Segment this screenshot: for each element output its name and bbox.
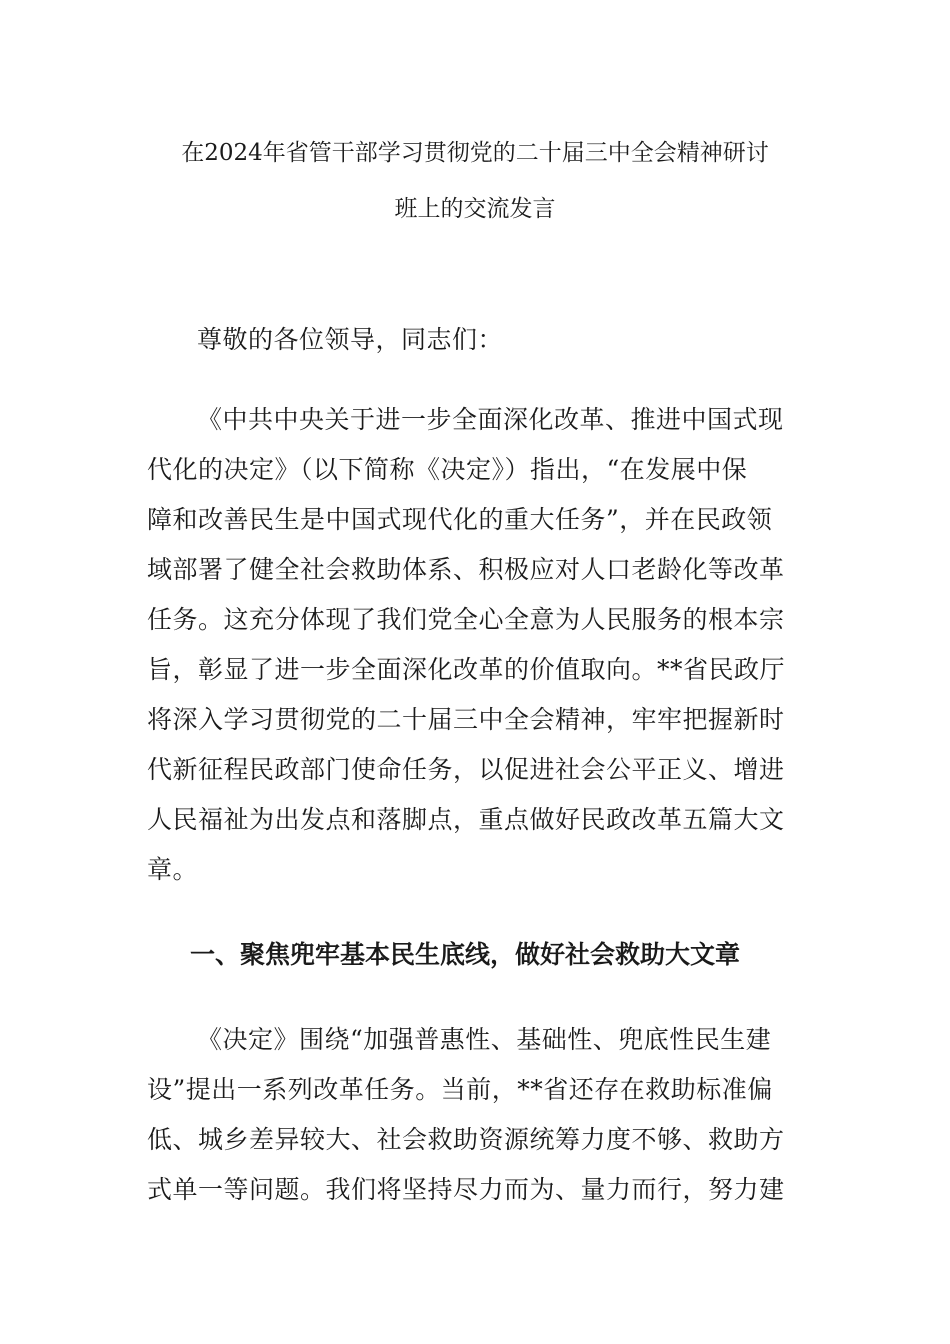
paragraph-line: 旨，彰显了进一步全面深化改革的价值取向。**省民政厅 <box>147 655 786 684</box>
paragraph-2 <box>147 1015 787 1215</box>
paragraph-1 <box>147 395 787 895</box>
paragraph-line: 任务。这充分体现了我们党全心全意为人民服务的根本宗 <box>147 605 785 634</box>
paragraph-line: 障和改善民生是中国式现代化的重大任务”，并在民政领 <box>147 505 773 534</box>
paragraph-line: 章。 <box>147 855 199 884</box>
paragraph-line: 低、城乡差异较大、社会救助资源统筹力度不够、救助方 <box>147 1125 785 1154</box>
paragraph-line: 人民福祉为出发点和落脚点，重点做好民政改革五篇大文 <box>147 805 785 834</box>
greeting <box>147 315 787 365</box>
paragraph-line: 代新征程民政部门使命任务，以促进社会公平正义、增进 <box>147 755 785 784</box>
paragraph-line: 设”提出一系列改革任务。当前，**省还存在救助标准偏 <box>147 1075 773 1104</box>
paragraph-line: 《中共中央关于进一步全面深化改革、推进中国式现 <box>197 405 784 434</box>
paragraph-line: 域部署了健全社会救助体系、积极应对人口老龄化等改革 <box>147 555 785 584</box>
paragraph-line: 代化的决定》（以下简称《决定》）指出，“在发展中保 <box>147 455 748 484</box>
paragraph-line: 式单一等问题。我们将坚持尽力而为、量力而行，努力建 <box>147 1175 785 1204</box>
greeting-text: 尊敬的各位领导，同志们： <box>197 325 504 354</box>
title-line-1: 在2024年省管干部学习贯彻党的二十届三中全会精神研讨 <box>181 140 769 166</box>
paragraph-line: 将深入学习贯彻党的二十届三中全会精神，牢牢把握新时 <box>147 705 785 734</box>
document-title <box>100 125 850 237</box>
title-line-2: 班上的交流发言 <box>394 196 556 222</box>
paragraph-line: 《决定》围绕“加强普惠性、基础性、兜底性民生建 <box>197 1025 772 1054</box>
section-heading-1: 一、聚焦兜牢基本民生底线，做好社会救助大文章 <box>190 940 741 969</box>
